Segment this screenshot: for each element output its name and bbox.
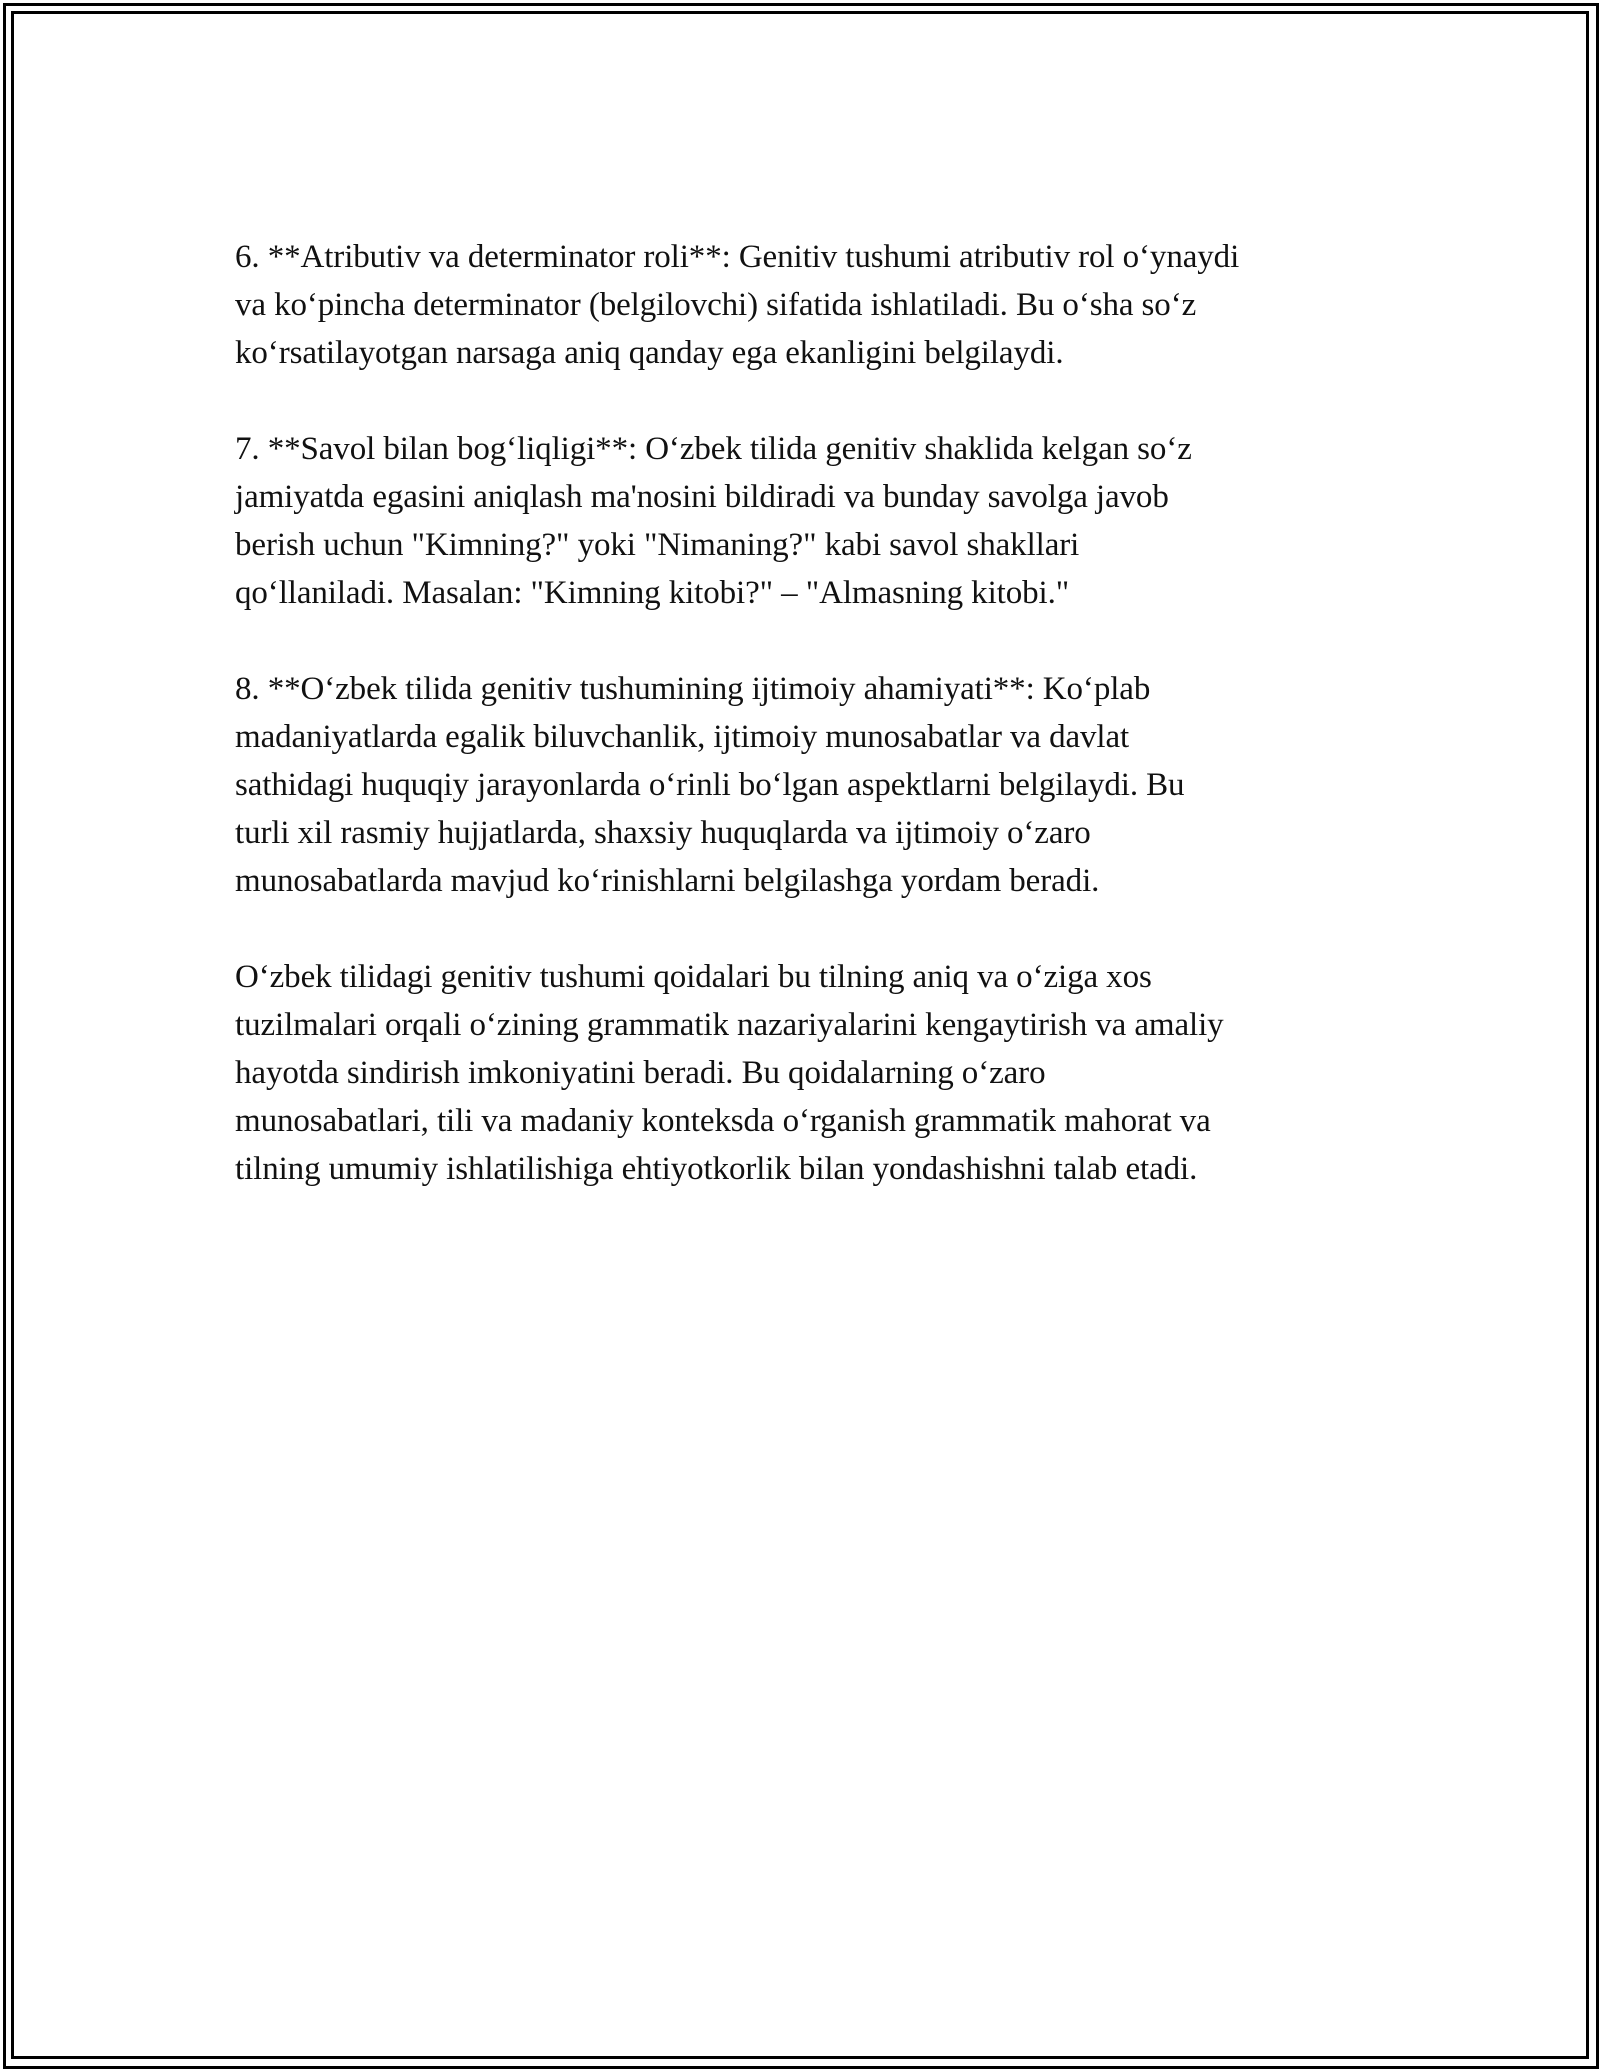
text-line: tuzilmalari orqali o‘zining grammatik nazariyalarini kengaytirish va amaliy (235, 1007, 1224, 1043)
paragraph-item-7 (235, 425, 1365, 617)
text-line: madaniyatlarda egalik biluvchanlik, ijtimoiy munosabatlar va davlat (235, 719, 1130, 755)
text-line: berish uchun "Kimning?" yoki "Nimaning?" kabi savol shakllari (235, 527, 1080, 563)
text-line: O‘zbek tilidagi genitiv tushumi qoidalari bu tilning aniq va o‘ziga xos (235, 959, 1152, 995)
paragraph-item-8 (235, 665, 1365, 905)
text-line: munosabatlarda mavjud ko‘rinishlarni belgilashga yordam beradi. (235, 863, 1100, 899)
text-line: jamiyatda egasini aniqlash ma'nosini bildiradi va bunday savolga javob (235, 479, 1169, 515)
document-body (235, 233, 1365, 1241)
text-line: munosabatlari, tili va madaniy konteksda o‘rganish grammatik mahorat va (235, 1103, 1211, 1139)
text-line: hayotda sindirish imkoniyatini beradi. Bu qoidalarning o‘zaro (235, 1055, 1046, 1091)
text-line: 8. **O‘zbek tilida genitiv tushumining ijtimoiy ahamiyati**: Ko‘plab (235, 671, 1151, 707)
text-line: 7. **Savol bilan bog‘liqligi**: O‘zbek tilida genitiv shaklida kelgan so‘z (235, 431, 1192, 467)
text-line: ko‘rsatilayotgan narsaga aniq qanday ega ekanligini belgilaydi. (235, 335, 1064, 371)
text-line: qo‘llaniladi. Masalan: "Kimning kitobi?" – "Almasning kitobi." (235, 575, 1070, 611)
paragraph-conclusion (235, 953, 1365, 1193)
text-line: sathidagi huquqiy jarayonlarda o‘rinli bo‘lgan aspektlarni belgilaydi. Bu (235, 767, 1185, 803)
text-line: 6. **Atributiv va determinator roli**: Genitiv tushumi atributiv rol o‘ynaydi (235, 239, 1240, 275)
text-line: va ko‘pincha determinator (belgilovchi) sifatida ishlatiladi. Bu o‘sha so‘z (235, 287, 1197, 323)
paragraph-item-6 (235, 233, 1365, 377)
text-line: turli xil rasmiy hujjatlarda, shaxsiy huquqlarda va ijtimoiy o‘zaro (235, 815, 1091, 851)
text-line: tilning umumiy ishlatilishiga ehtiyotkorlik bilan yondashishni talab etadi. (235, 1151, 1198, 1187)
